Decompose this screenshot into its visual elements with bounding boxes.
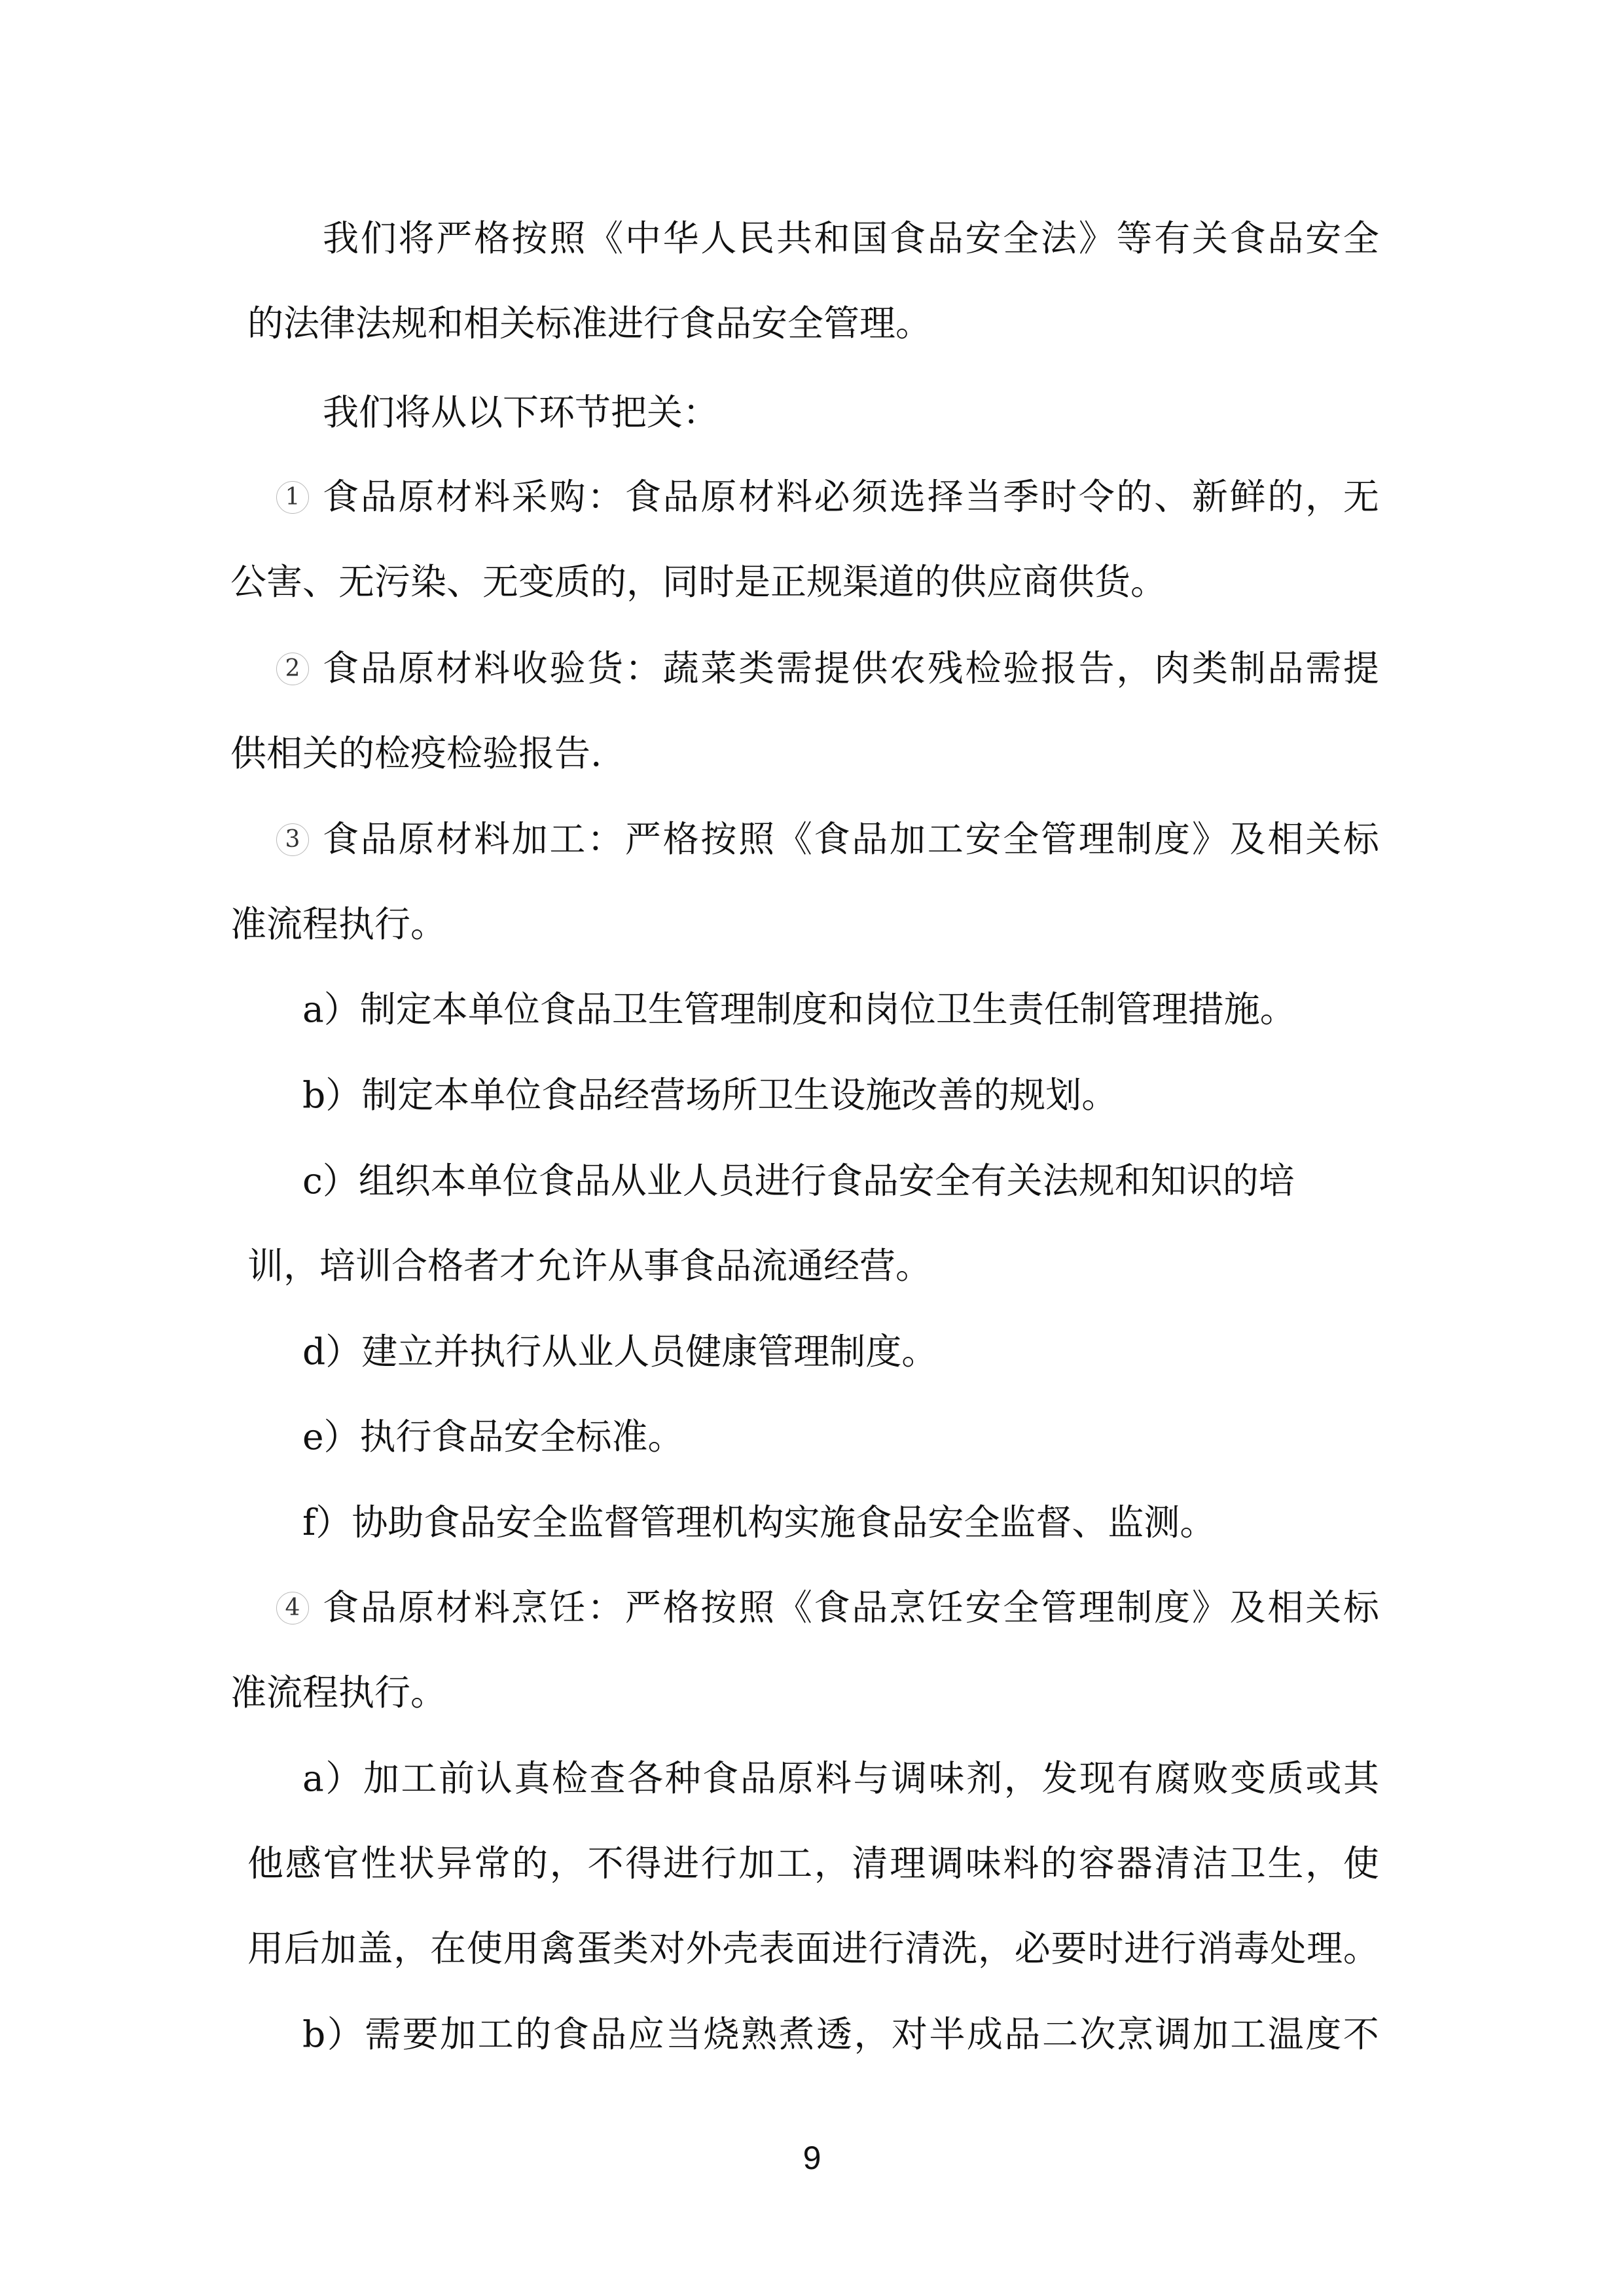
paragraph-line: 食 品 原 材 料 加 工 ： 严 格 按 照 《 食 品 加 工 安 全 管 理 制 度 》 及 相 关 标 (323, 818, 1379, 860)
paragraph-line: b ） 需 要 加 工 的 食 品 应 当 烧 熟 煮 透 ， 对 半 成 品 二 次 烹 调 加 工 温 度 不 (302, 2013, 1379, 2055)
circled-number-marker: 3 (276, 823, 309, 856)
paragraph-line: 我们将从以下环节把关： (323, 391, 719, 433)
paragraph-line: 他 感 官 性 状 异 常 的 ， 不 得 进 行 加 工 ， 清 理 调 味 料 的 容 器 清 洁 卫 生 ， 使 (247, 1842, 1379, 1884)
paragraph-line: f）协助食品安全监督管理机构实施食品安全监督、监测。 (302, 1501, 1216, 1543)
paragraph-line: a）制定本单位食品卫生管理制度和岗位卫生责任制管理措施。 (302, 988, 1296, 1030)
circled-number-marker: 4 (276, 1592, 309, 1624)
paragraph-line: 的法律法规和相关标准进行食品安全管理。 (247, 302, 932, 344)
circled-number-marker: 2 (276, 653, 309, 685)
paragraph-line: 准流程执行。 (230, 903, 447, 945)
paragraph-line: 训，培训合格者才允许从事食品流通经营。 (247, 1245, 932, 1287)
paragraph-line: 供相关的检疫检验报告. (230, 732, 602, 774)
paragraph-line: 食 品 原 材 料 收 验 货 ： 蔬 菜 类 需 提 供 农 残 检 验 报 告 ， 肉 类 制 品 需 提 (323, 647, 1379, 689)
paragraph-line: e）执行食品安全标准。 (302, 1416, 684, 1458)
paragraph-line: 准流程执行。 (230, 1672, 447, 1713)
paragraph-line: c）组织本单位食品从业人员进行食品安全有关法规和知识的培 (302, 1160, 1295, 1202)
paragraph-line: 食 品 原 材 料 采 购 ： 食 品 原 材 料 必 须 选 择 当 季 时 令 的 、 新 鲜 的 ， 无 (323, 476, 1379, 518)
paragraph-line: d）建立并执行从业人员健康管理制度。 (302, 1331, 938, 1372)
paragraph-line: 公害、无污染、无变质的，同时是正规渠道的供应商供货。 (230, 561, 1167, 603)
paragraph-line: 我 们 将 严 格 按 照 《 中 华 人 民 共 和 国 食 品 安 全 法 》 等 有 关 食 品 安 全 (323, 217, 1379, 259)
page-number: 9 (803, 2140, 821, 2176)
paragraph-line: 用 后 加 盖 ， 在 使 用 禽 蛋 类 对 外 壳 表 面 进 行 清 洗 ， 必 要 时 进 行 消 毒 处 理 。 (247, 1928, 1379, 1969)
paragraph-line: b）制定本单位食品经营场所卫生设施改善的规划。 (302, 1074, 1118, 1116)
circled-number-marker: 1 (276, 481, 309, 514)
paragraph-line: 食 品 原 材 料 烹 饪 ： 严 格 按 照 《 食 品 烹 饪 安 全 管 理 制 度 》 及 相 关 标 (323, 1587, 1379, 1628)
paragraph-line: a ） 加 工 前 认 真 检 查 各 种 食 品 原 料 与 调 味 剂 ， 发 现 有 腐 败 变 质 或 其 (302, 1757, 1379, 1799)
